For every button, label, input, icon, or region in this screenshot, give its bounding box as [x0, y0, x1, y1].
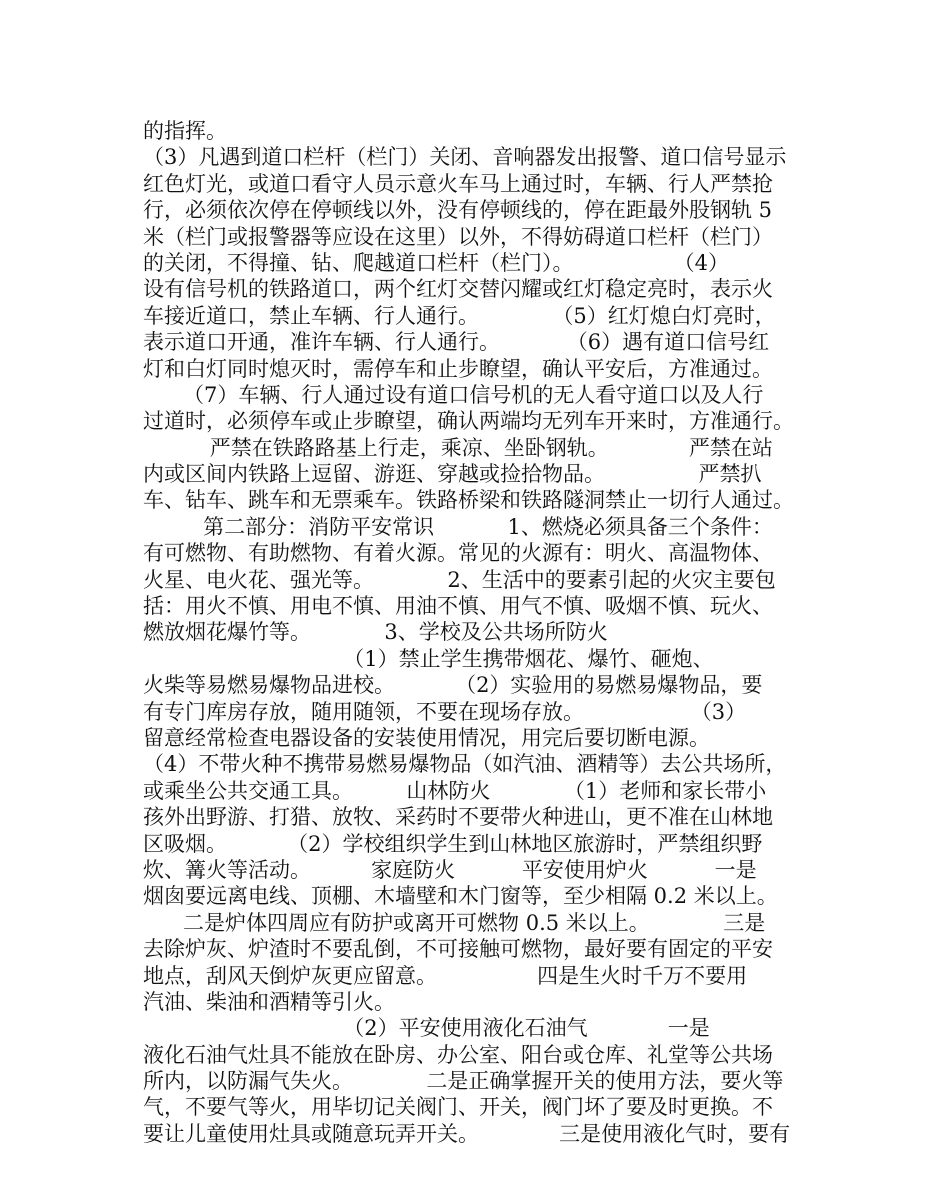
text-line: 留意经常检查电器设备的安装使用情况，用完后要切断电源。	[143, 725, 710, 750]
text-line: 内或区间内铁路上逗留、游逛、穿越或捡拾物品。 严禁扒	[143, 462, 762, 487]
text-line: 火柴等易燃易爆物品进校。 （2）实验用的易燃易爆物品，要	[143, 673, 763, 698]
text-line: 灯和白灯同时熄灭时，需停车和止步瞭望，确认平安后，方准通过。	[143, 356, 773, 381]
text-line: 地点，刮风天倒炉灰更应留意。 四是生火时千万不要用	[143, 963, 748, 988]
text-line: 所内，以防漏气失火。 二是正确掌握开关的使用方法，要火等	[143, 1069, 784, 1094]
text-line: 行，必须依次停在停顿线以外，没有停顿线的，停在距最外股钢轨 5	[143, 198, 773, 223]
text-line: 括：用火不慎、用电不慎、用油不慎、用气不慎、吸烟不慎、玩火、	[143, 594, 773, 619]
text-line: （7）车辆、行人通过设有道口信号机的无人看守道口以及人行	[143, 382, 764, 407]
text-line: 米（栏门或报警器等应设在这里）以外，不得妨碍道口栏杆（栏门）	[143, 224, 773, 249]
text-line: 有专门库房存放，随用随领，不要在现场存放。 （3）	[143, 699, 747, 724]
text-line: 过道时，必须停车或止步瞭望，确认两端均无列车开来时，方准通行。	[143, 409, 794, 434]
text-line: 二是炉体四周应有防护或离开可燃物 0.5 米以上。 三是	[143, 910, 766, 935]
text-line: 要让儿童使用灶具或随意玩弄开关。 三是使用液化气时，要有	[143, 1121, 791, 1146]
text-line: 气，不要气等火，用毕切记关阀门、开关，阀门坏了要及时更换。不	[143, 1095, 773, 1120]
text-line: 有可燃物、有助燃物、有着火源。常见的火源有：明火、高温物体、	[143, 541, 773, 566]
document-body	[143, 118, 833, 1147]
text-line: 表示道口开通，准许车辆、行人通行。 （6）遇有道口信号红	[143, 330, 770, 355]
text-line: 区吸烟。 （2）学校组织学生到山林地区旅游时，严禁组织野	[143, 831, 763, 856]
text-line: 去除炉灰、炉渣时不要乱倒，不可接触可燃物，最好要有固定的平安	[143, 937, 773, 962]
text-line: 的关闭，不得撞、钻、爬越道口栏杆（栏门）。 （4）	[143, 250, 729, 275]
text-line: 车接近道口，禁止车辆、行人通行。 （5）红灯熄白灯亮时，	[143, 303, 776, 328]
text-line: 或乘坐公共交通工具。 山林防火 （1）老师和家长带小	[143, 778, 767, 803]
text-line: 设有信号机的铁路道口，两个红灯交替闪耀或红灯稳定亮时，表示火	[143, 277, 773, 302]
text-line: （4）不带火种不携带易燃易爆物品（如汽油、酒精等）去公共场所，	[143, 752, 787, 777]
text-line: 炊、篝火等活动。 家庭防火 平安使用炉火 一是	[143, 857, 757, 882]
text-line: 车、钻车、跳车和无票乘车。铁路桥梁和铁路隧洞禁止一切行人通过。	[143, 488, 794, 513]
text-line: 烟囱要远离电线、顶棚、木墙壁和木门窗等，至少相隔 0.2 米以上。	[143, 884, 778, 909]
text-line: 严禁在铁路路基上行走，乘凉、坐卧钢轨。 严禁在站	[143, 435, 773, 460]
text-line: 火星、电火花、强光等。 2、生活中的要素引起的火灾主要包	[143, 567, 776, 592]
text-line: 液化石油气灶具不能放在卧房、办公室、阳台或仓库、礼堂等公共场	[143, 1042, 773, 1067]
text-line: 第二部分：消防平安常识 1、燃烧必须具备三个条件：	[143, 514, 773, 539]
text-line: 孩外出野游、打猎、放牧、采药时不要带火种进山，更不准在山林地	[143, 805, 773, 830]
text-line: 的指挥。	[143, 119, 227, 143]
text-line: 燃放烟花爆竹等。 3、学校及公共场所防火	[143, 620, 608, 645]
text-line: （2）平安使用液化石油气 一是	[143, 1016, 710, 1041]
text-line: 红色灯光，或道口看守人员示意火车马上通过时，车辆、行人严禁抢	[143, 171, 773, 196]
text-line: （1）禁止学生携带烟花、爆竹、砸炮、	[143, 646, 714, 671]
text-line: （3）凡遇到道口栏杆（栏门）关闭、音响器发出报警、道口信号显示	[143, 145, 787, 170]
text-line: 汽油、柴油和酒精等引火。	[143, 989, 395, 1014]
